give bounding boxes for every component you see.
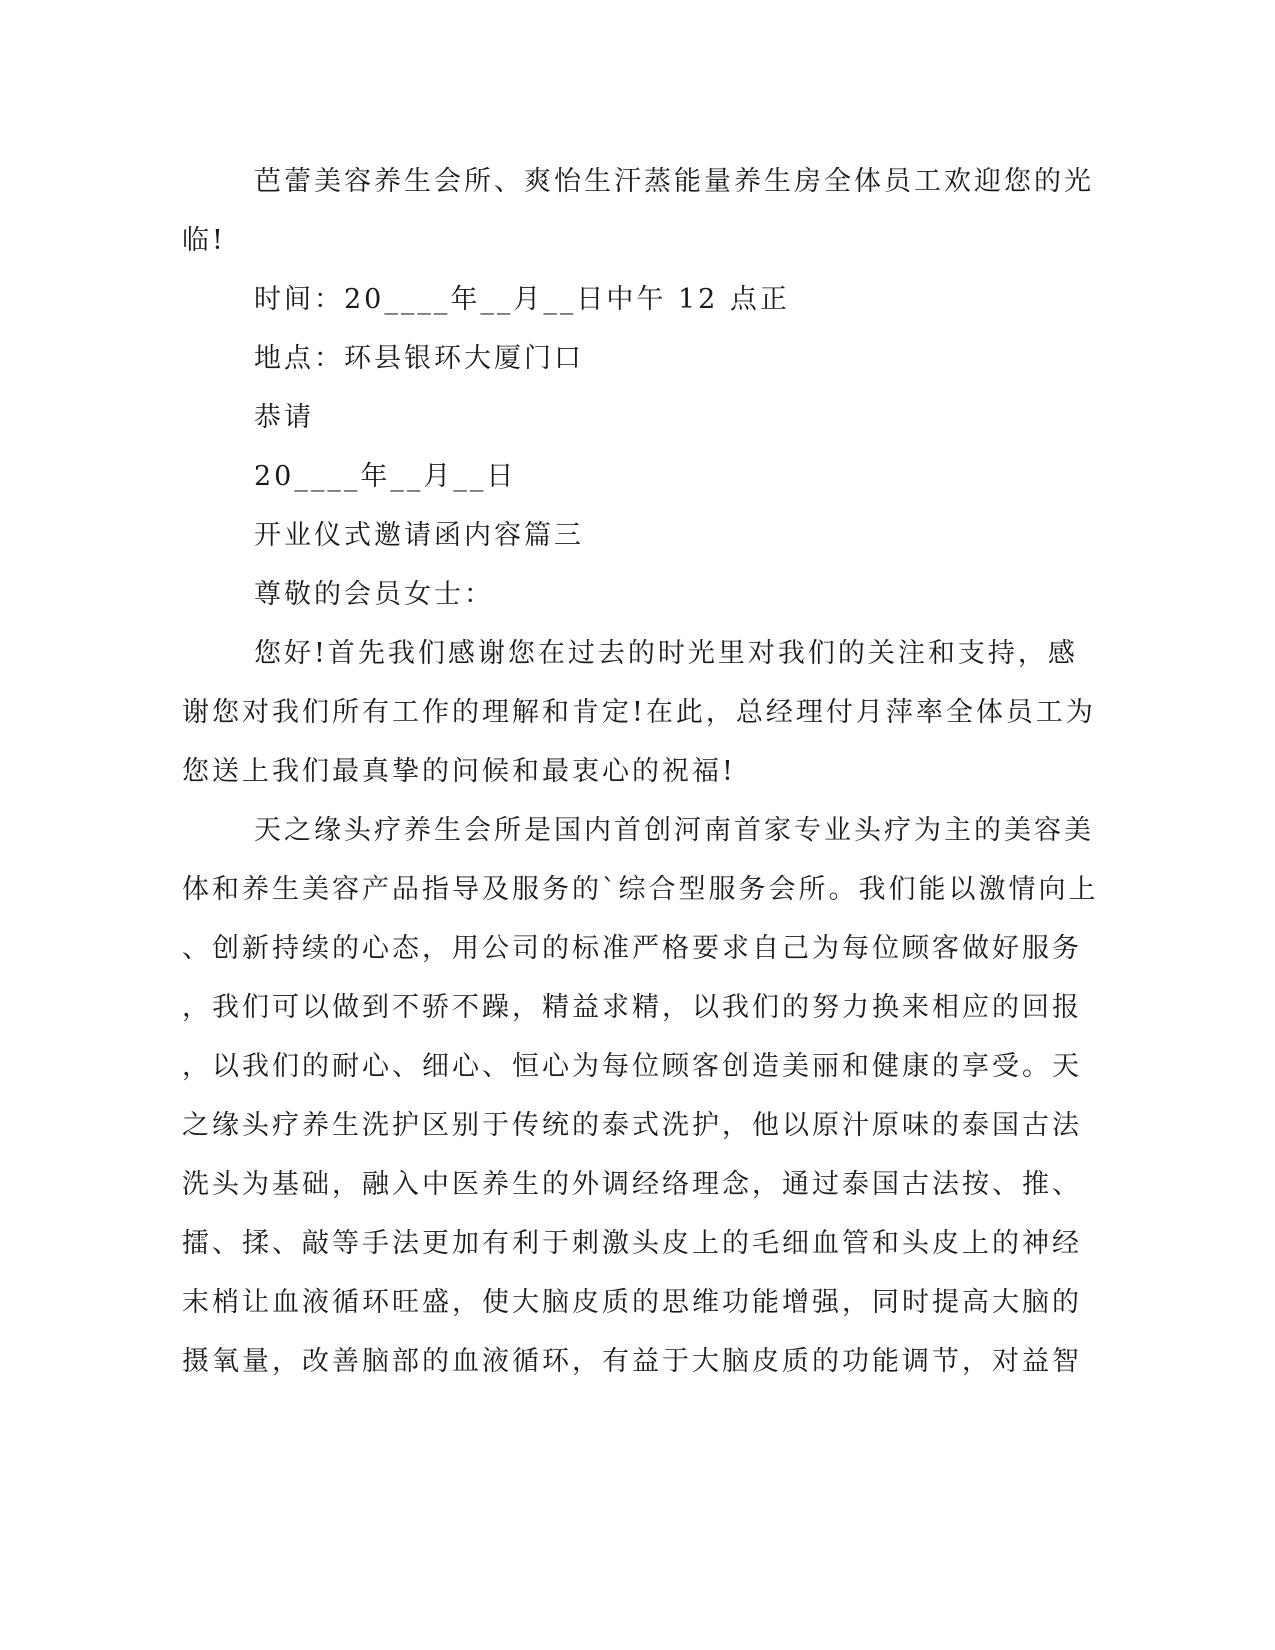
text-line: 芭蕾美容养生会所、爽怡生汗蒸能量养生房全体员工欢迎您的光 [254,166,1094,197]
text-line: 、创新持续的心态，用公司的标准严格要求自己为每位顾客做好服务 [182,933,1082,964]
paragraph-date [182,447,1042,506]
text-line: 体和养生美容产品指导及服务的`综合型服务会所。我们能以激情向上 [182,874,1099,905]
text-line: 之缘头疗养生洗护区别于传统的泰式洗护，他以原汁原味的泰国古法 [182,1110,1082,1141]
text-line: 地点：环县银环大厦门口 [254,343,584,374]
text-line: 尊敬的会员女士： [254,579,494,610]
text-line: 开业仪式邀请函内容篇三 [254,520,584,551]
text-line: 临! [182,225,226,256]
text-line: 时间：20____年__月__日中午 12 点正 [254,284,790,315]
paragraph-respectfully [182,388,1042,447]
text-line: 洗头为基础，融入中医养生的外调经络理念，通过泰国古法按、推、 [182,1169,1082,1200]
paragraph-place [182,329,1042,388]
text-line: 谢您对我们所有工作的理解和肯定!在此，总经理付月萍率全体员工为 [182,697,1096,728]
paragraph-time [182,270,1042,329]
text-line: 您送上我们最真挚的问候和最衷心的祝福! [182,756,736,787]
salutation [182,565,1042,624]
text-line: 擂、揉、敲等手法更加有利于刺激头皮上的毛细血管和头皮上的神经 [182,1228,1082,1259]
text-line: 摄氧量，改善脑部的血液循环，有益于大脑皮质的功能调节，对益智 [182,1346,1082,1377]
document-body [182,152,1099,1391]
section-title [182,506,1042,565]
text-line: 天之缘头疗养生会所是国内首创河南首家专业头疗为主的美容美 [254,815,1094,846]
text-line: ，以我们的耐心、细心、恒心为每位顾客创造美丽和健康的享受。天 [182,1051,1082,1082]
text-line: 20____年__月__日 [254,461,517,492]
paragraph-intro [182,801,1099,1391]
text-line: 恭请 [254,402,314,433]
text-line: 末梢让血液循环旺盛，使大脑皮质的思维功能增强，同时提高大脑的 [182,1287,1082,1318]
text-line: ，我们可以做到不骄不躁，精益求精，以我们的努力换来相应的回报 [182,992,1082,1023]
paragraph-welcome [182,152,1094,270]
paragraph-thanks [182,624,1096,801]
text-line: 您好!首先我们感谢您在过去的时光里对我们的关注和支持，感 [254,638,1078,669]
